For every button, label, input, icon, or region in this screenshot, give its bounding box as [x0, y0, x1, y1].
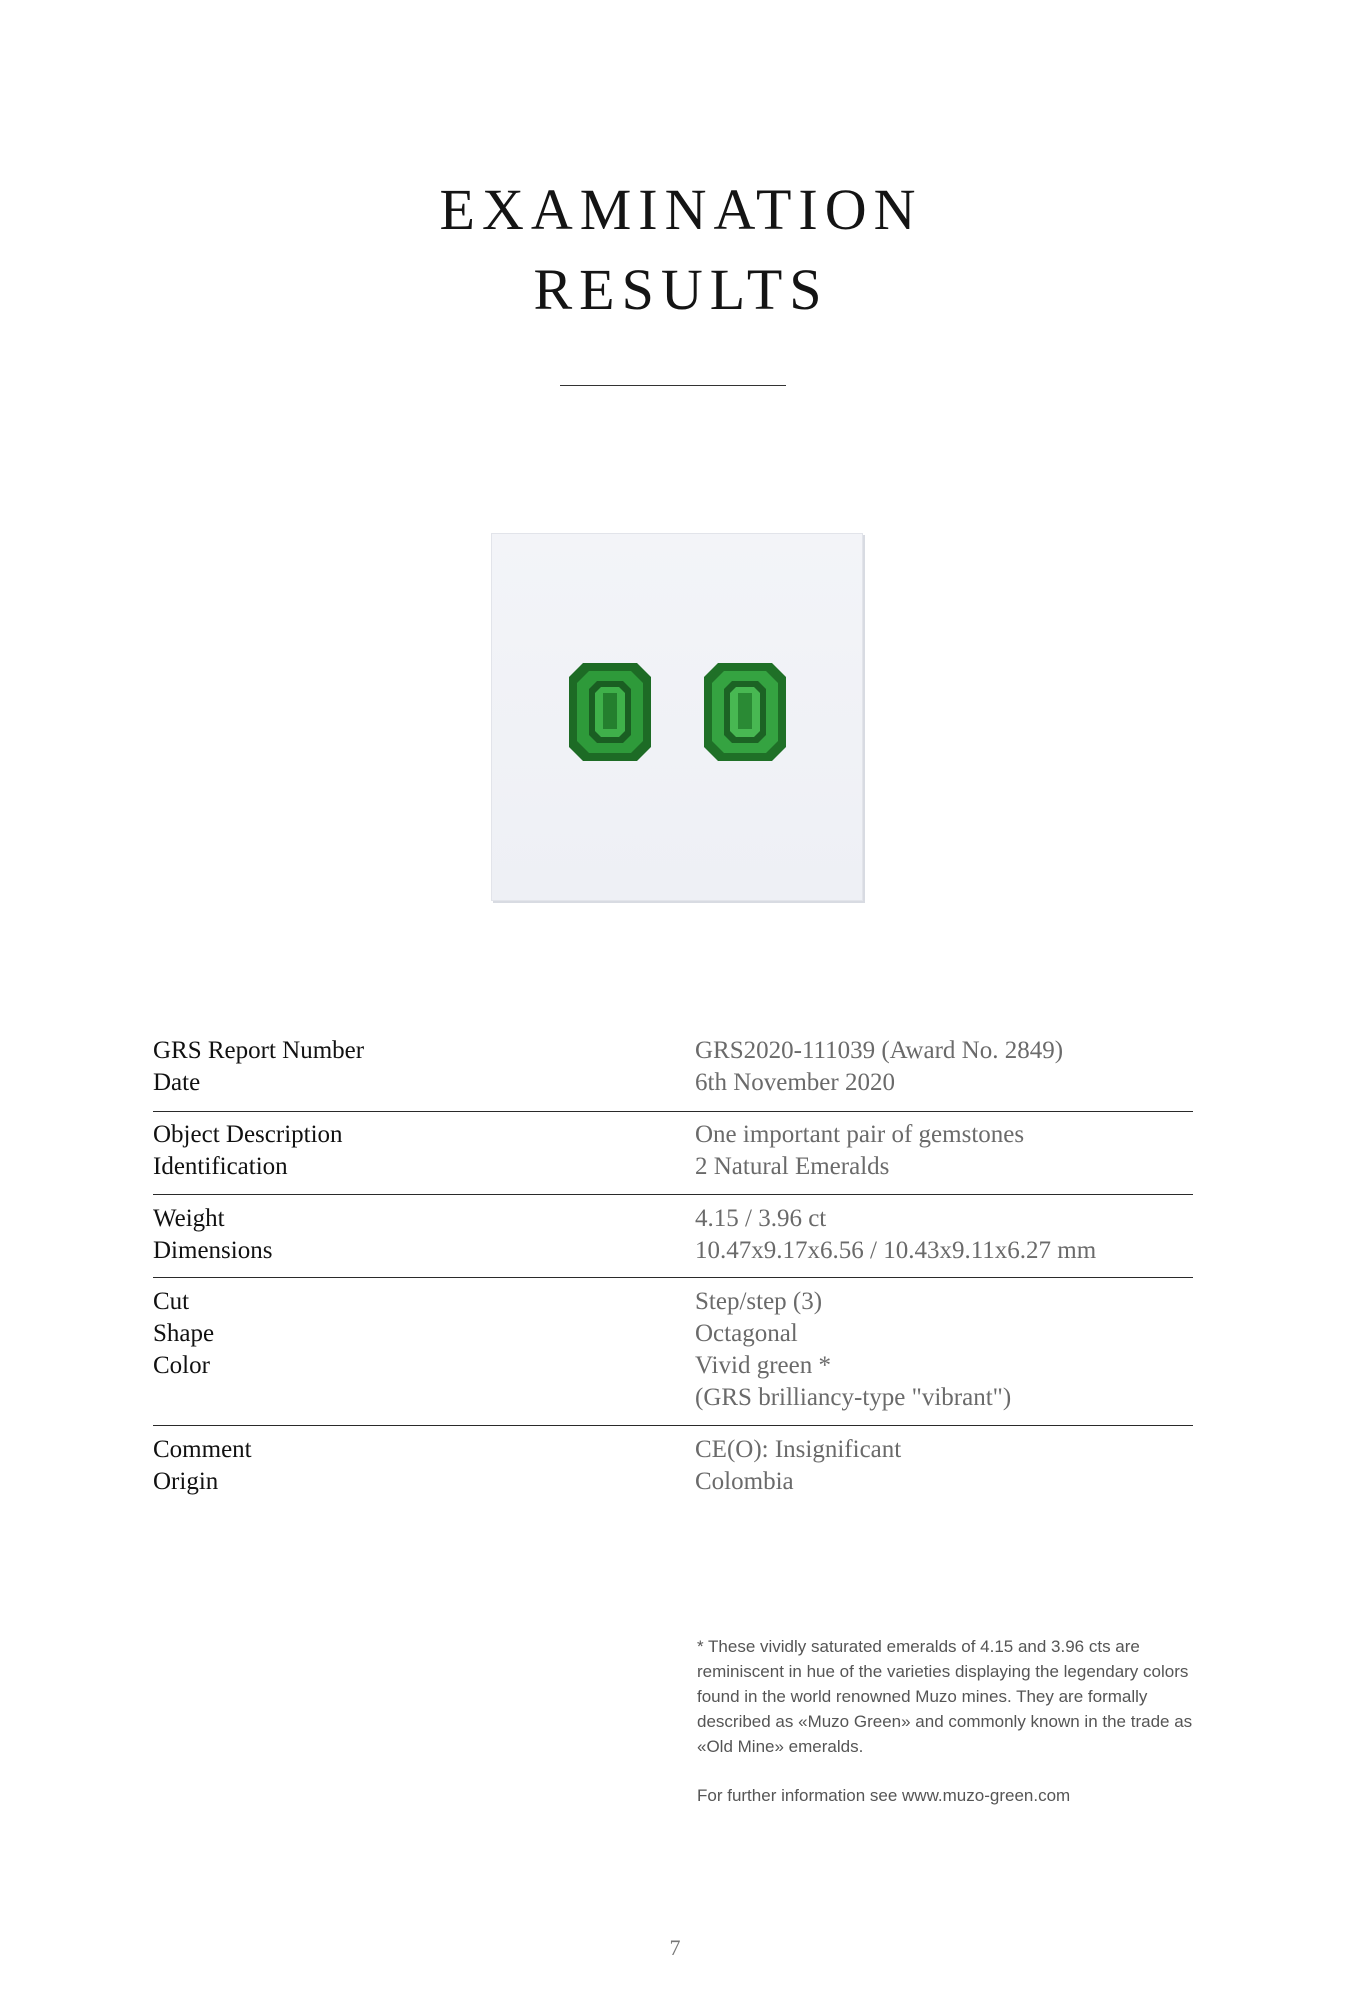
- label-weight: Weight: [153, 1205, 225, 1232]
- section-divider: [153, 1194, 1193, 1195]
- label-date: Date: [153, 1069, 201, 1096]
- label-dimensions: Dimensions: [153, 1237, 273, 1264]
- label-origin: Origin: [153, 1468, 219, 1495]
- label-shape: Shape: [153, 1320, 215, 1347]
- value-color: Vivid green *: [695, 1352, 831, 1379]
- value-weight: 4.15 / 3.96 ct: [695, 1205, 827, 1232]
- value-cut: Step/step (3): [695, 1288, 823, 1315]
- value-report-number: GRS2020-111039 (Award No. 2849): [695, 1037, 1064, 1064]
- label-report-number: GRS Report Number: [153, 1037, 365, 1064]
- section-object: [153, 1119, 1193, 1183]
- label-object-description: Object Description: [153, 1121, 343, 1148]
- section-divider: [153, 1111, 1193, 1112]
- emerald-2-image: [704, 663, 786, 761]
- value-identification: 2 Natural Emeralds: [695, 1153, 890, 1180]
- label-identification: Identification: [153, 1153, 288, 1180]
- label-cut: Cut: [153, 1288, 190, 1315]
- value-object-description: One important pair of gemstones: [695, 1121, 1025, 1148]
- gemstone-photo: [491, 533, 863, 901]
- value-color-note: (GRS brilliancy-type "vibrant"): [695, 1384, 1012, 1411]
- label-comment: Comment: [153, 1436, 252, 1463]
- more-info-link[interactable]: For further information see www.muzo-green.com: [697, 1786, 1071, 1805]
- value-comment: CE(O): Insignificant: [695, 1436, 902, 1463]
- title-line-2: RESULTS: [533, 257, 829, 322]
- section-appearance: [153, 1286, 1193, 1414]
- section-report: [153, 1035, 1193, 1099]
- emerald-1-image: [569, 663, 651, 761]
- section-divider: [153, 1277, 1193, 1278]
- value-dimensions: 10.47x9.17x6.56 / 10.43x9.11x6.27 mm: [695, 1237, 1097, 1264]
- value-shape: Octagonal: [695, 1320, 798, 1347]
- value-origin: Colombia: [695, 1468, 794, 1495]
- label-color: Color: [153, 1352, 210, 1379]
- section-measurements: [153, 1203, 1193, 1267]
- section-comment: [153, 1434, 1193, 1498]
- title-line-1: EXAMINATION: [439, 177, 923, 242]
- title-divider: [560, 385, 786, 386]
- footnote-text: * These vividly saturated emeralds of 4.15 and 3.96 cts are reminiscent in hue of the varieties displaying the legendary colors found in the world renowned Muzo mines. They are formally described as «Muzo Green» and commonly known in the trade as «Old Mine» emeralds.: [697, 1637, 1193, 1756]
- section-divider: [153, 1425, 1193, 1426]
- value-date: 6th November 2020: [695, 1069, 895, 1096]
- page-title: [0, 170, 1362, 330]
- page-number: 7: [669, 1935, 681, 1960]
